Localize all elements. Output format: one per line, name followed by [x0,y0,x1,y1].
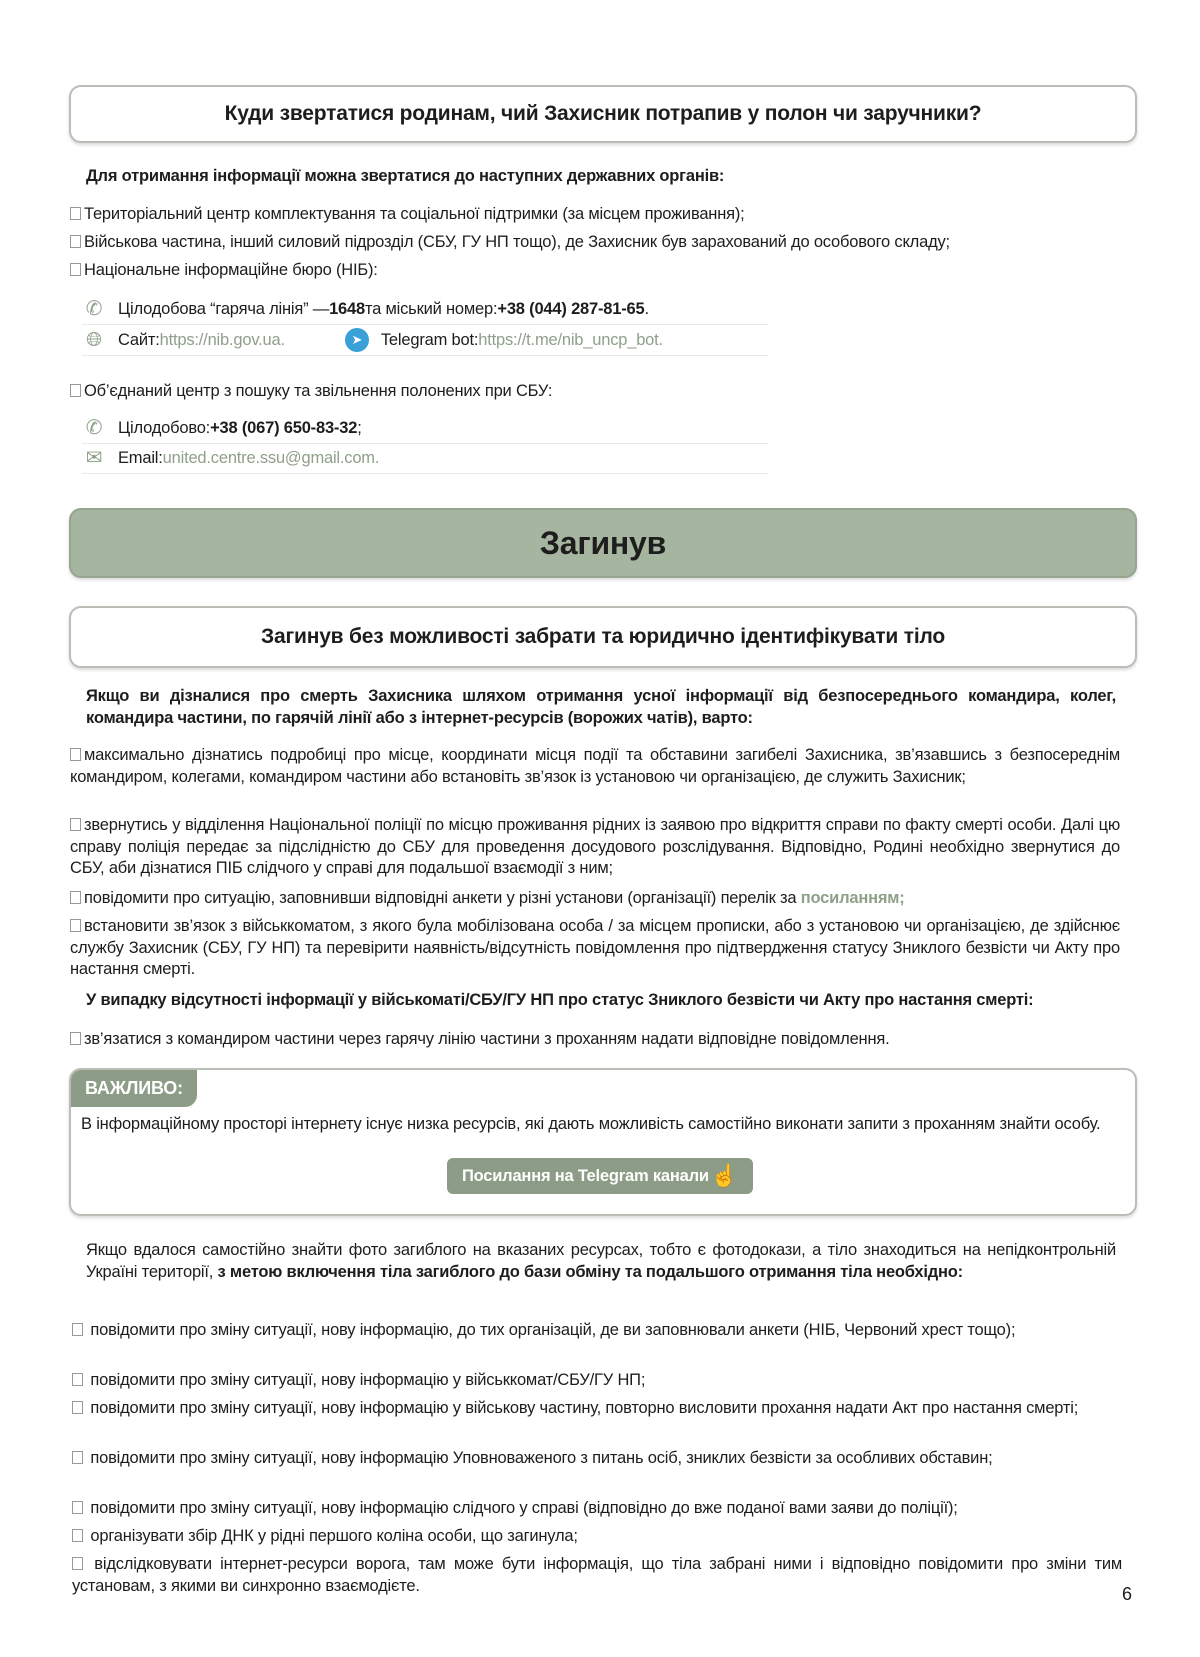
list-item [72,1398,1122,1420]
telegram-label: Telegram bot: [380,330,479,349]
nib-links-row [82,325,768,356]
questionnaires-link[interactable]: посиланням; [800,889,905,907]
list-item [70,745,1120,788]
list-item-text: повідомити про зміну ситуації, нову інформацію Уповноваженого з питань осіб, зниклих безвісти за особливих обставин; [90,1449,993,1467]
list-item [70,260,1120,282]
telegram-icon: ➤ [345,328,369,352]
site-link[interactable]: https://nib.gov.ua. [159,330,285,349]
list-item [70,204,1120,226]
button-label: Посилання на Telegram канали [461,1166,709,1185]
city-phone: +38 (044) 287-81-65 [497,299,645,318]
phone-icon: ✆ [85,298,103,320]
died-section-title: Загинув без можливості забрати та юридично ідентифікувати тіло [69,606,1137,668]
list-item [70,888,1120,910]
list-item [70,916,1120,981]
phone-label: Цілодобово: [118,418,211,437]
found-intro-text: Якщо вдалося самостійно знайти фото загиблого на вказаних ресурсах, тобто є фотодокази, а тіло знаходиться на непідконтрольній Україні території, [86,1241,1116,1281]
list-item-text: Територіальний центр комплектування та соціальної підтримки (за місцем проживання); [84,205,745,223]
city-label: та міський номер: [364,299,498,318]
sbu-email-row [82,443,768,474]
list-item [72,1498,1122,1520]
list-item-text: повідомити про ситуацію, заповнивши відповідні анкети у різні установи (організації) перелік за [84,889,801,907]
list-item [72,1526,1122,1548]
list-item [70,1029,1120,1051]
sbu-phone: +38 (067) 650-83-32 [210,418,358,437]
page-number: 6 [1122,1584,1132,1604]
envelope-icon: ✉ [85,447,103,469]
telegram-channels-button[interactable] [447,1158,753,1194]
list-item-text: Національне інформаційне бюро (НІБ): [84,261,378,279]
list-item [70,815,1120,880]
list-item [72,1554,1122,1597]
list-item [70,232,1120,254]
list-item-text: організувати збір ДНК у рідні першого коліна особи, що загинула; [90,1527,578,1545]
found-intro-bold: з метою включення тіла загиблого до бази обміну та подальшого отримання тіла необхідно: [217,1262,963,1281]
list-item-text: повідомити про зміну ситуації, нову інформацію слідчого у справі (відповідно до вже поданої вами заяви до поліції); [90,1499,958,1517]
list-item-text: повідомити про зміну ситуації, нову інформацію у військову частину, повторно висловити прохання надати Акт про настання смерті; [90,1399,1079,1417]
list-item-text: максимально дізнатись подробиці про місце, координати місця події та обставини загибелі Захисника, зв’язавшись з безпосереднім командиром, колегами, командиром частини або встановіть зв’язок із установою чи організацією, де служить Захисник; [70,746,1120,786]
important-text: В інформаційному просторі інтернету існує низка ресурсів, які дають можливість самостійно виконати запити з проханням знайти особу. [81,1115,1101,1133]
died-intro: Якщо ви дізналися про смерть Захисника шляхом отримання усної інформації від безпосереднього командира, колег, командира частини, по гарячій лінії або з інтернет-ресурсів (ворожих чатів), варто: [86,687,1116,727]
list-item [70,381,1120,403]
globe-icon: 🌐︎ [86,329,102,351]
found-intro [86,1240,1116,1283]
list-item [72,1370,1122,1392]
email-link[interactable]: united.centre.ssu@gmail.com. [162,448,380,467]
phone-icon: ✆ [85,417,103,439]
hotline-label: Цілодобова “гаряча лінія” — [118,299,330,318]
important-tag: ВАЖЛИВО: [71,1070,197,1107]
important-box [69,1068,1137,1216]
email-label: Email: [118,448,163,467]
list-item-text: відслідковувати інтернет-ресурси ворога, там може бути інформація, що тіла забрані ними і відповідно повідомити про зміни тим установам, з якими ви синхронно взаємодієте. [72,1555,1122,1595]
hand-pointer-icon: ☝ [710,1163,739,1188]
nib-phone-row: ✆ Цілодобова “гаряча лінія” — 1648 та міський номер: +38 (044) 287-81-65 . [82,294,768,325]
list-item-text: Об’єднаний центр з пошуку та звільнення полонених при СБУ: [84,382,553,400]
absence-heading: У випадку відсутності інформації у військоматі/СБУ/ГУ НП про статус Зниклого безвісти чи Акту про настання смерті: [86,991,1034,1009]
hotline-number: 1648 [329,299,365,318]
list-item-text: повідомити про зміну ситуації, нову інформацію у військкомат/СБУ/ГУ НП; [90,1371,646,1389]
sbu-phone-row: ✆ Цілодобово: +38 (067) 650-83-32 ; [82,413,768,444]
list-item [72,1448,1122,1470]
telegram-link[interactable]: https://t.me/nib_uncp_bot. [478,330,663,349]
list-item-text: звернутись у відділення Національної поліції по місцю проживання рідних із заявою про відкриття справи по факту смерті особи. Далі цю справу поліція передає за підслідністю до СБУ для проведення досудового розслідування. Відповідно, Родині необхідно звернутися до СБУ, аби дізнатися ПІБ слідчого у справі для подальшої взаємодії з ним; [70,816,1120,877]
list-item-text: повідомити про зміну ситуації, нову інформацію, до тих організацій, де ви заповнювали анкети (НІБ, Червоний хрест тощо); [90,1321,1016,1339]
list-item-text: встановити зв’язок з військкоматом, з якого була мобілізована особа / за місцем прописки, або з установою чи організацією, де здійснює службу Захисник (СБУ, ГУ НП) та перевірити наявність/відсутність повідомлення про підтвердження статусу Зниклого безвісти чи Акту про настання смерті. [70,917,1120,978]
captive-intro: Для отримання інформації можна звертатися до наступних державних органів: [86,167,725,185]
site-label: Сайт: [118,330,160,349]
list-item [72,1320,1122,1342]
list-item-text: зв’язатися з командиром частини через гарячу лінію частини з проханням надати відповідне повідомлення. [84,1030,890,1048]
captive-section-title: Куди звертатися родинам, чий Захисник потрапив у полон чи заручники? [69,85,1137,143]
died-header: Загинув [69,508,1137,578]
list-item-text: Військова частина, інший силовий підрозділ (СБУ, ГУ НП тощо), де Захисник був зарахований до особового складу; [84,233,950,251]
